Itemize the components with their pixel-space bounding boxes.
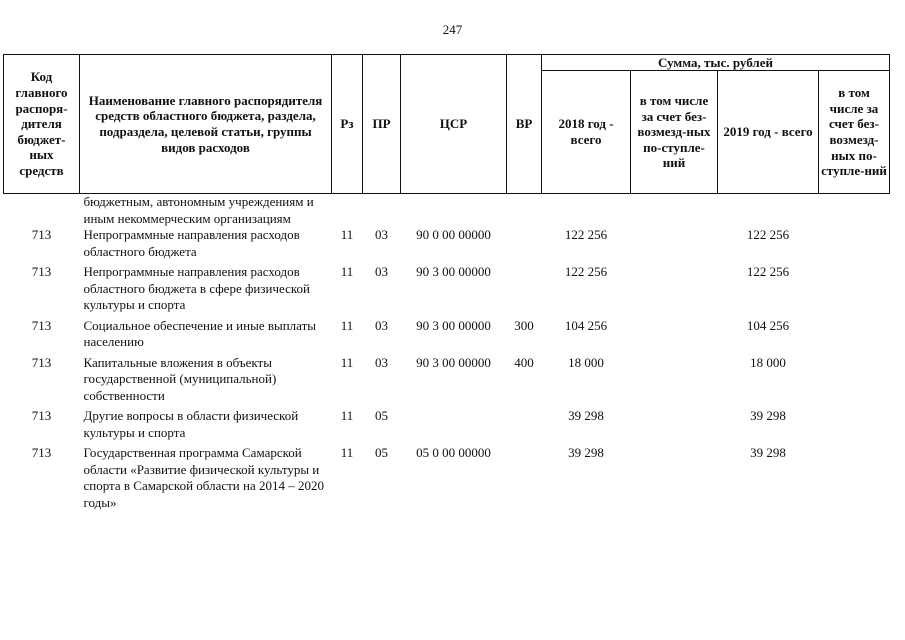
continuation-row — [4, 194, 890, 228]
header-vr: ВР — [507, 55, 542, 194]
budget-table — [3, 54, 890, 515]
cell-2018-free — [631, 408, 718, 445]
cell-2018-free — [631, 264, 718, 318]
cell-csr: 90 3 00 00000 — [416, 317, 491, 333]
cell-2019-total: 122 256 — [746, 227, 790, 242]
cell-name: Социальное обеспечение и иные выплаты населению — [83, 317, 317, 349]
cell-csr: 90 0 00 00000 — [416, 227, 491, 242]
table-row — [4, 264, 890, 318]
cell-name: Капитальные вложения в объекты государственной (муниципальной) собственности — [83, 354, 277, 403]
table-header — [4, 55, 890, 194]
cell-2019-free — [819, 227, 890, 264]
cell-2018-free — [631, 445, 718, 515]
header-sum: Сумма, тыс. рублей — [542, 55, 890, 71]
cell-2019-free — [819, 264, 890, 318]
cell-rz: 11 — [340, 354, 354, 370]
header-csr: ЦСР — [401, 55, 507, 194]
cell-name: Государственная программа Самарской области «Развитие физической культуры и спорта в Самарской области на 2014 – 2020 годы» — [83, 445, 324, 510]
cell-2019-total: 18 000 — [750, 354, 786, 370]
cell-rz: 11 — [340, 408, 354, 423]
cell-csr: 05 0 00 00000 — [416, 445, 491, 460]
cell-code — [4, 194, 80, 228]
cell-code: 713 — [31, 408, 52, 423]
cell-csr: 90 3 00 00000 — [416, 264, 491, 279]
header-code: Код главного распоря-дителя бюджет-ных средств — [4, 55, 80, 194]
cell-2018-total: 104 256 — [564, 317, 608, 333]
header-2018-free: в том числе за счет без-возмезд-ных по-ступле-ний — [631, 71, 718, 194]
cell-code: 713 — [31, 317, 52, 333]
cell-pr: 03 — [375, 317, 388, 333]
cell-2019-total: 122 256 — [746, 264, 790, 279]
cell-name: бюджетным, автономным учреждениям и иным некоммерческим организациям — [83, 194, 314, 226]
cell-code: 713 — [31, 264, 52, 279]
cell-name: Непрограммные направления расходов областного бюджета — [83, 227, 300, 259]
cell-2019-total: 39 298 — [750, 445, 786, 460]
cell-vr — [507, 227, 542, 264]
cell-code: 713 — [31, 227, 52, 242]
cell-rz: 11 — [340, 445, 354, 460]
header-pr: ПР — [363, 55, 401, 194]
cell-2018-free — [631, 227, 718, 264]
cell-csr: 90 3 00 00000 — [416, 354, 491, 370]
cell-2019-free — [819, 445, 890, 515]
header-name: Наименование главного распорядителя средств областного бюджета, раздела, подраздела, целевой статьи, группы видов расходов — [80, 55, 332, 194]
cell-2018-free — [631, 318, 718, 355]
cell-2018-total: 18 000 — [568, 354, 604, 370]
table-row — [4, 227, 890, 264]
cell-name: Другие вопросы в области физической культуры и спорта — [83, 408, 299, 440]
header-rz: Рз — [332, 55, 363, 194]
cell-vr — [507, 408, 542, 445]
cell-2018-total: 122 256 — [564, 264, 608, 279]
cell-vr — [507, 445, 542, 515]
cell-code: 713 — [31, 354, 52, 370]
cell-2018-total: 39 298 — [568, 445, 604, 460]
cell-vr: 300 — [514, 317, 534, 333]
cell-2019-free — [819, 318, 890, 355]
cell-2019-total: 104 256 — [746, 317, 790, 333]
header-2019-free: в том числе за счет без-возмезд-ных по-ступле-ний — [819, 71, 890, 194]
cell-vr — [507, 264, 542, 318]
cell-rz: 11 — [340, 227, 354, 242]
table-row — [4, 355, 890, 409]
cell-code: 713 — [31, 445, 52, 460]
cell-pr: 03 — [375, 227, 388, 242]
table-body — [4, 194, 890, 516]
cell-rz: 11 — [340, 264, 354, 279]
cell-pr: 03 — [375, 354, 388, 370]
cell-csr — [401, 408, 507, 445]
cell-rz: 11 — [340, 317, 354, 333]
cell-pr: 05 — [375, 408, 388, 423]
page-number: 247 — [442, 22, 463, 37]
cell-2018-free — [631, 355, 718, 409]
cell-2018-total: 122 256 — [564, 227, 608, 242]
table-row — [4, 445, 890, 515]
cell-pr: 05 — [375, 445, 388, 460]
header-2018-total: 2018 год - всего — [542, 71, 631, 194]
cell-pr: 03 — [375, 264, 388, 279]
table-row — [4, 318, 890, 355]
cell-name: Непрограммные направления расходов областного бюджета в сфере физической культуры и спорта — [83, 264, 310, 312]
cell-2019-total: 39 298 — [750, 408, 786, 423]
cell-2018-total: 39 298 — [568, 408, 604, 423]
table-row — [4, 408, 890, 445]
cell-2019-free — [819, 408, 890, 445]
cell-2019-free — [819, 355, 890, 409]
header-2019-total: 2019 год - всего — [718, 71, 819, 194]
cell-vr: 400 — [514, 354, 534, 370]
